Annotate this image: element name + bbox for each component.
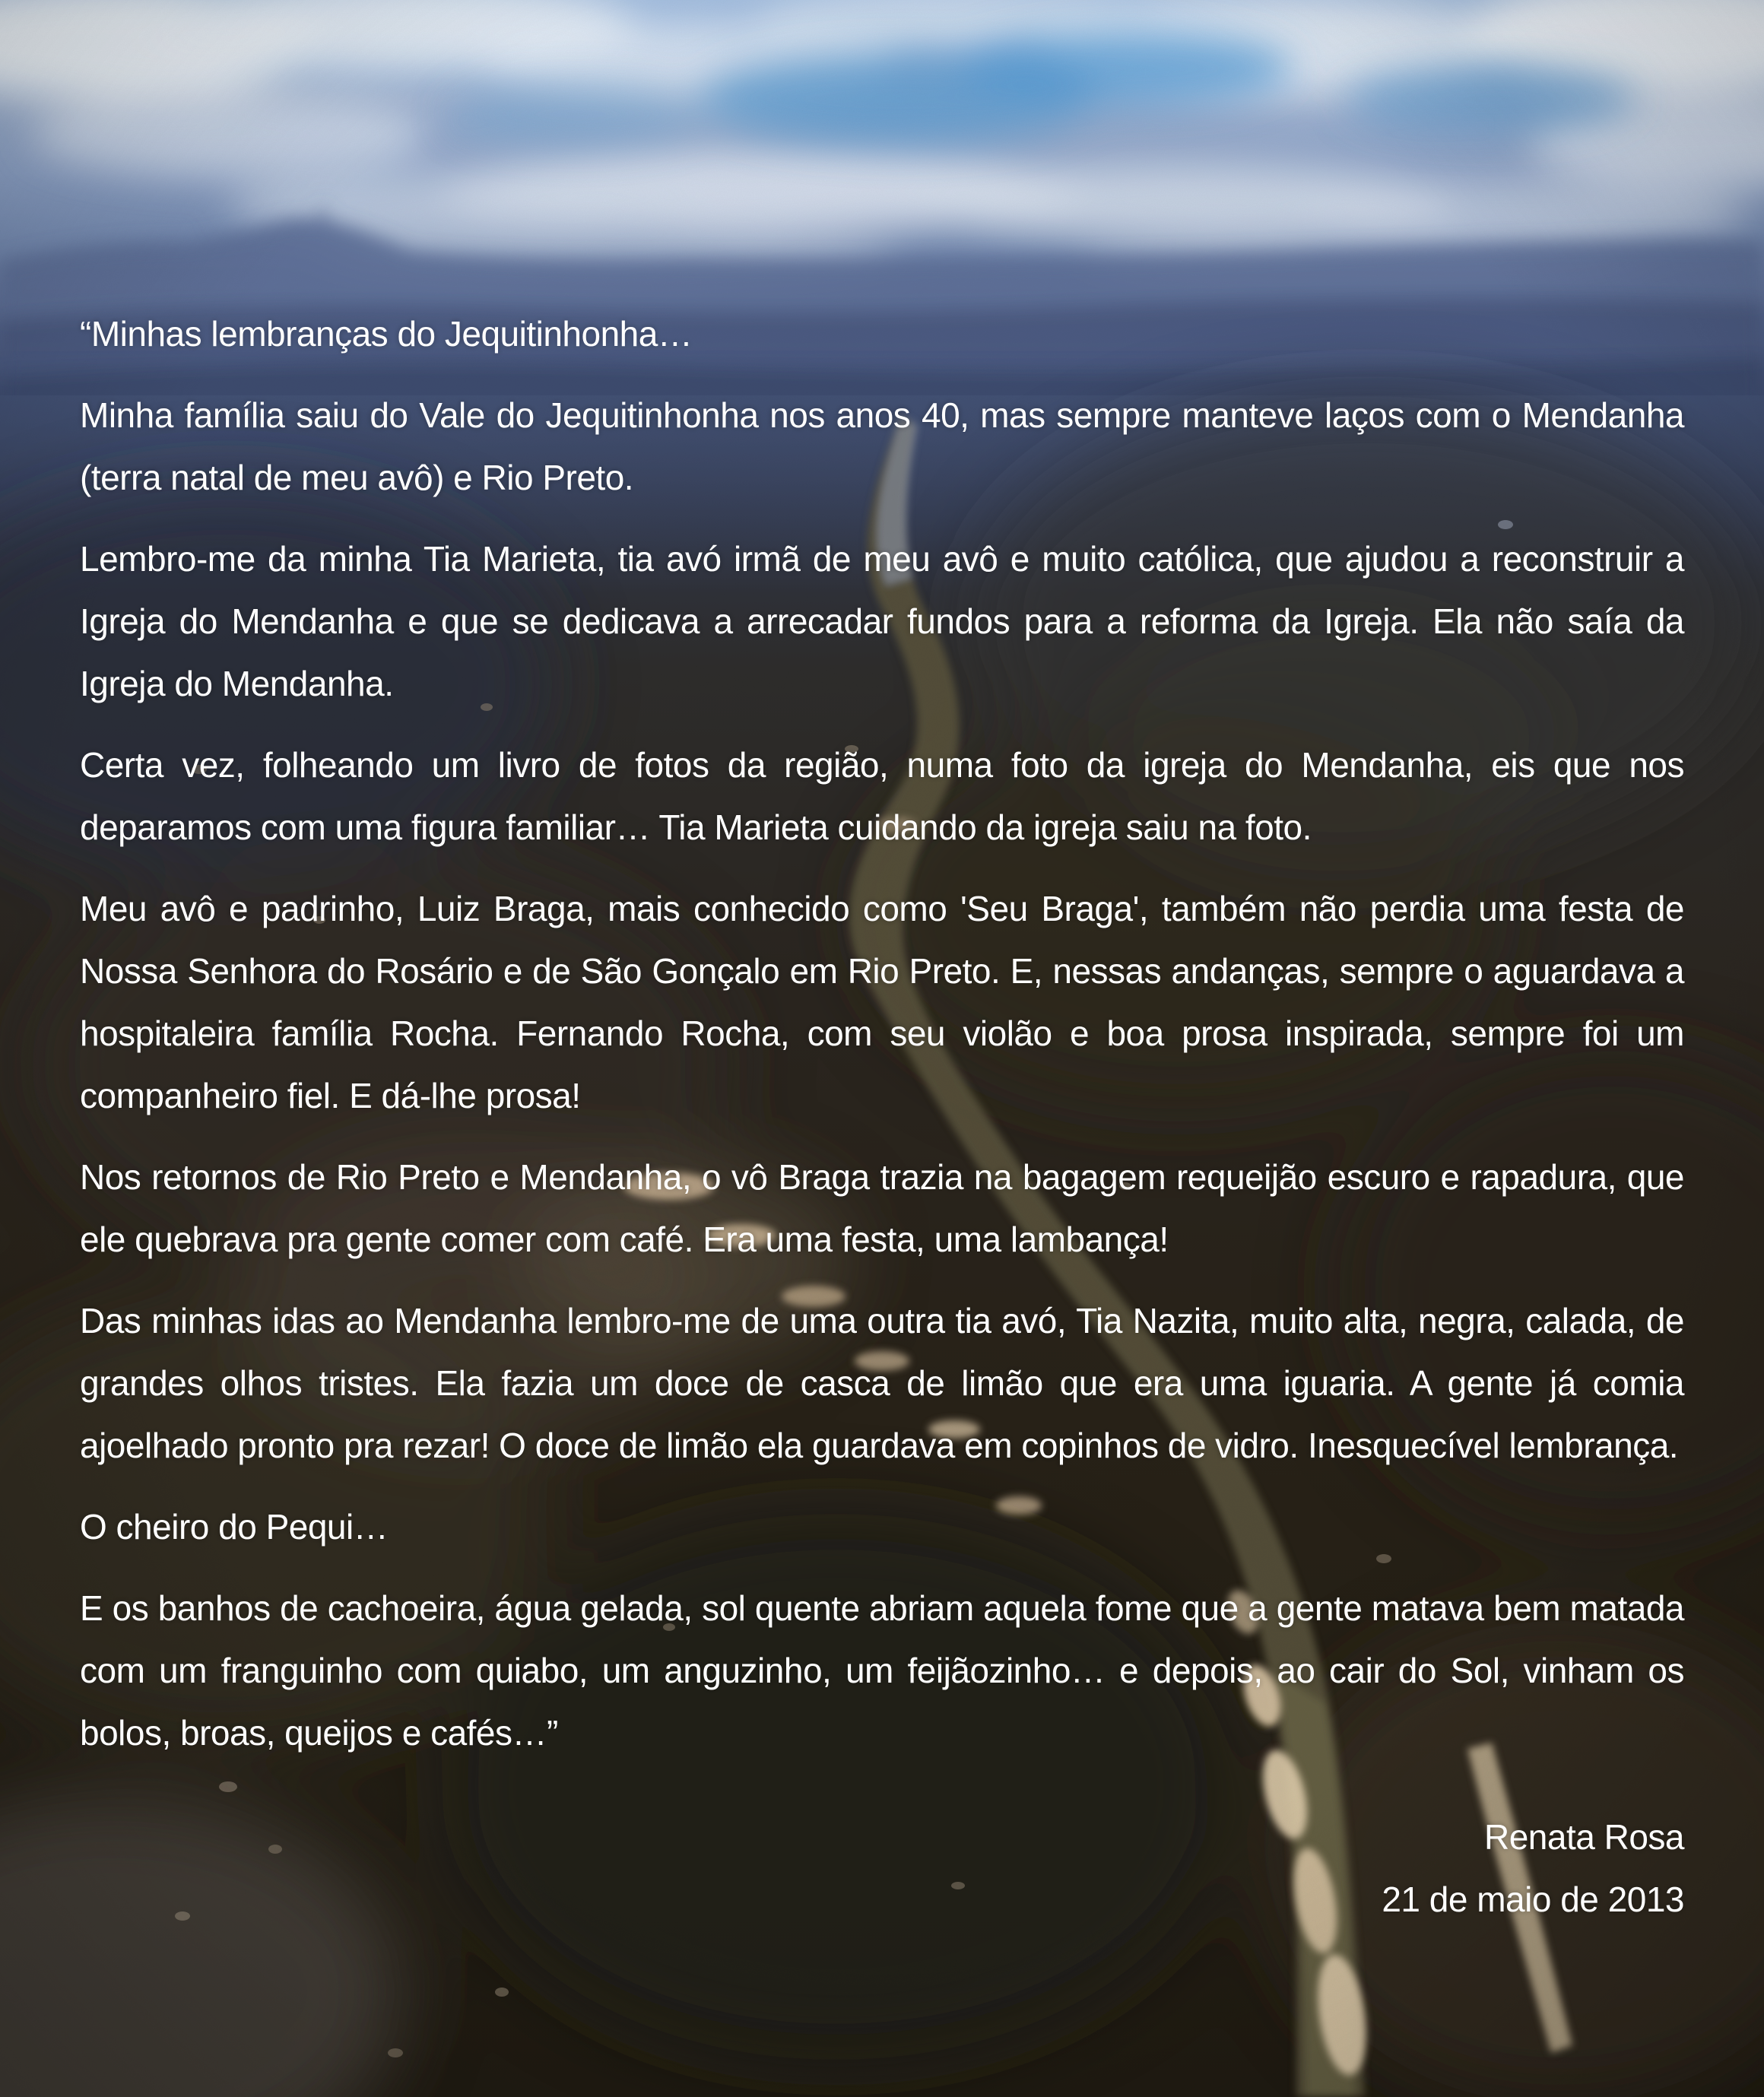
signature-name: Renata Rosa (1484, 1817, 1684, 1857)
quote-paragraph-pequi: O cheiro do Pequi… (80, 1507, 389, 1547)
quote-paragraph-family: Minha família saiu do Vale do Jequitinhonha nos anos 40, mas sempre manteve laços com o Mendanha (terra natal de meu avô) e Rio Preto. (80, 395, 1684, 497)
quote-opening-line: “Minhas lembranças do Jequitinhonha… (80, 314, 693, 354)
quote-paragraph-livro-fotos: Certa vez, folheando um livro de fotos da região, numa foto da igreja do Mendanha, eis que nos deparamos com uma figura familiar… Tia Marieta cuidando da igreja saiu na foto. (80, 745, 1684, 847)
quote-paragraph-tia-nazita: Das minhas idas ao Mendanha lembro-me de uma outra tia avó, Tia Nazita, muito alta, negra, calada, de grandes olhos tristes. Ela fazia um doce de casca de limão que era uma iguaria. A gente já comia ajoelhado pronto pra rezar! O doce de limão ela guardava em copinhos de vidro. Inesquecível lembrança. (80, 1301, 1684, 1465)
quote-paragraph-tia-marieta: Lembro-me da minha Tia Marieta, tia avó irmã de meu avô e muito católica, que ajudou a reconstruir a Igreja do Mendanha e que se dedicava a arrecadar fundos para a reforma da Igreja. Ela não saía da Igreja do Mendanha. (80, 539, 1684, 703)
memoir-text (80, 303, 1684, 1930)
signature-date: 21 de maio de 2013 (1382, 1880, 1684, 1919)
signature-block (80, 1806, 1684, 1930)
quote-paragraph-retornos: Nos retornos de Rio Preto e Mendanha, o vô Braga trazia na bagagem requeijão escuro e rapadura, que ele quebrava pra gente comer com café. Era uma festa, uma lambança! (80, 1157, 1684, 1259)
quote-paragraph-seu-braga: Meu avô e padrinho, Luiz Braga, mais conhecido como 'Seu Braga', também não perdia uma festa de Nossa Senhora do Rosário e de São Gonçalo em Rio Preto. E, nessas andanças, sempre o aguardava a hospitaleira família Rocha. Fernando Rocha, com seu violão e boa prosa inspirada, sempre foi um companheiro fiel. E dá-lhe prosa! (80, 889, 1684, 1115)
quote-paragraph-cachoeira: E os banhos de cachoeira, água gelada, sol quente abriam aquela fome que a gente matava bem matada com um franguinho com quiabo, um anguzinho, um feijãozinho… e depois, ao cair do Sol, vinham os bolos, broas, queijos e cafés…” (80, 1588, 1684, 1753)
